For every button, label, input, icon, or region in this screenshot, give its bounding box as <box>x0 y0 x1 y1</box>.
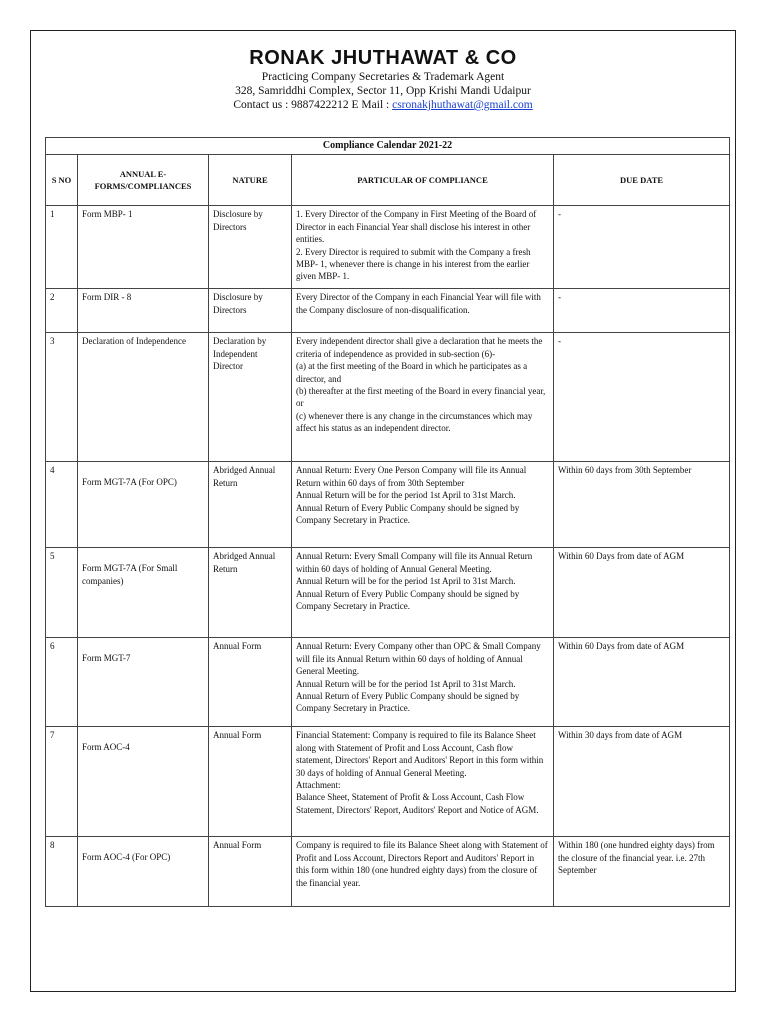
email-link[interactable]: csronakjhuthawat@gmail.com <box>392 99 533 111</box>
firm-name: RONAK JHUTHAWAT & CO <box>249 47 517 69</box>
row-nature: Annual Form <box>209 727 292 837</box>
row-sno: 6 <box>46 638 78 727</box>
row-particular: Annual Return: Every One Person Company will file its Annual Return within 60 days of from 30th September Annual Return will be for the period 1st April to 31st March. Annual Return of Every Public Company should be signed by Company Secretary in Practice. <box>292 462 554 548</box>
row-form: Form DIR - 8 <box>78 289 209 333</box>
row-nature: Abridged Annual Return <box>209 548 292 638</box>
header-particular: PARTICULAR OF COMPLIANCE <box>292 155 554 206</box>
row-form: Form AOC-4 (For OPC) <box>78 837 209 907</box>
row-particular: Annual Return: Every Company other than OPC & Small Company will file its Annual Return within 60 days of holding of Annual General Meeting. Annual Return will be for the period 1st April to 31st March. Annual Return of Every Public Company should be signed by Company Secretary in Practice. <box>292 638 554 727</box>
row-due-date: Within 60 Days from date of AGM <box>554 548 730 638</box>
table-row <box>46 548 730 638</box>
table-title: Compliance Calendar 2021-22 <box>46 138 730 155</box>
row-particular: Every independent director shall give a declaration that he meets the criteria of independence as provided in sub-section (6)- (a) at the first meeting of the Board in which he participates as a director, and (b) thereafter at the first meeting of the Board in every financial year, or (c) whenever there is any change in the circumstances which may affect his status as an independent director. <box>292 333 554 462</box>
row-form: Form MGT-7A (For Small companies) <box>78 548 209 638</box>
row-nature: Annual Form <box>209 837 292 907</box>
row-sno: 3 <box>46 333 78 462</box>
row-sno: 2 <box>46 289 78 333</box>
row-form: Declaration of Independence <box>78 333 209 462</box>
row-particular: Financial Statement: Company is required to file its Balance Sheet along with Statement of Profit and Loss Account, Cash flow statement, Directors' Report and Auditors' Report in this form within 30 days of holding of Annual General Meeting. Attachment: Balance Sheet, Statement of Profit & Loss Account, Cash Flow Statement, Directors' Report, Auditors' Report and Notice of AGM. <box>292 727 554 837</box>
header-sno: S NO <box>46 155 78 206</box>
row-due-date: Within 60 Days from date of AGM <box>554 638 730 727</box>
row-form: Form MGT-7A (For OPC) <box>78 462 209 548</box>
row-sno: 4 <box>46 462 78 548</box>
compliance-table <box>45 137 730 907</box>
row-due-date: Within 30 days from date of AGM <box>554 727 730 837</box>
firm-tagline: Practicing Company Secretaries & Trademark Agent <box>261 71 505 83</box>
contact-line <box>30 98 736 112</box>
row-due-date: - <box>554 333 730 462</box>
row-nature: Annual Form <box>209 638 292 727</box>
firm-address: 328, Samriddhi Complex, Sector 11, Opp Krishi Mandi Udaipur <box>235 85 531 97</box>
table-row <box>46 727 730 837</box>
row-nature: Disclosure by Directors <box>209 289 292 333</box>
row-form: Form AOC-4 <box>78 727 209 837</box>
row-form: Form MGT-7 <box>78 638 209 727</box>
table-row <box>46 638 730 727</box>
letterhead <box>30 46 736 112</box>
row-form: Form MBP- 1 <box>78 206 209 289</box>
row-particular: 1. Every Director of the Company in First Meeting of the Board of Director in each Financial Year shall disclose his interest in other entities. 2. Every Director is required to submit with the Company a fresh MBP- 1, whenever there is change in his interest from the earlier given MBP- 1. <box>292 206 554 289</box>
row-due-date: Within 180 (one hundred eighty days) from the closure of the financial year. i.e. 27th September <box>554 837 730 907</box>
row-due-date: - <box>554 206 730 289</box>
row-nature: Disclosure by Directors <box>209 206 292 289</box>
row-due-date: - <box>554 289 730 333</box>
table-row <box>46 289 730 333</box>
row-due-date: Within 60 days from 30th September <box>554 462 730 548</box>
header-nature: NATURE <box>209 155 292 206</box>
table-row <box>46 333 730 462</box>
row-sno: 7 <box>46 727 78 837</box>
table-row <box>46 206 730 289</box>
header-forms: ANNUAL E-FORMS/COMPLIANCES <box>78 155 209 206</box>
row-particular: Company is required to file its Balance Sheet along with Statement of Profit and Loss Account, Directors Report and Auditors' Report in this form within 180 (one hundred eighty days) from the closure of the financial year. <box>292 837 554 907</box>
row-nature: Declaration by Independent Director <box>209 333 292 462</box>
row-sno: 5 <box>46 548 78 638</box>
contact-prefix: Contact us : 9887422212 E Mail : <box>233 99 393 111</box>
table-header-row <box>46 155 730 206</box>
header-due-date: DUE DATE <box>554 155 730 206</box>
table-row <box>46 462 730 548</box>
row-particular: Every Director of the Company in each Financial Year will file with the Company disclosure of non-disqualification. <box>292 289 554 333</box>
row-sno: 1 <box>46 206 78 289</box>
row-particular: Annual Return: Every Small Company will file its Annual Return within 60 days of holding of Annual General Meeting. Annual Return will be for the period 1st April to 31st March. Annual Return of Every Public Company should be signed by Company Secretary in Practice. <box>292 548 554 638</box>
table-row <box>46 837 730 907</box>
row-sno: 8 <box>46 837 78 907</box>
row-nature: Abridged Annual Return <box>209 462 292 548</box>
